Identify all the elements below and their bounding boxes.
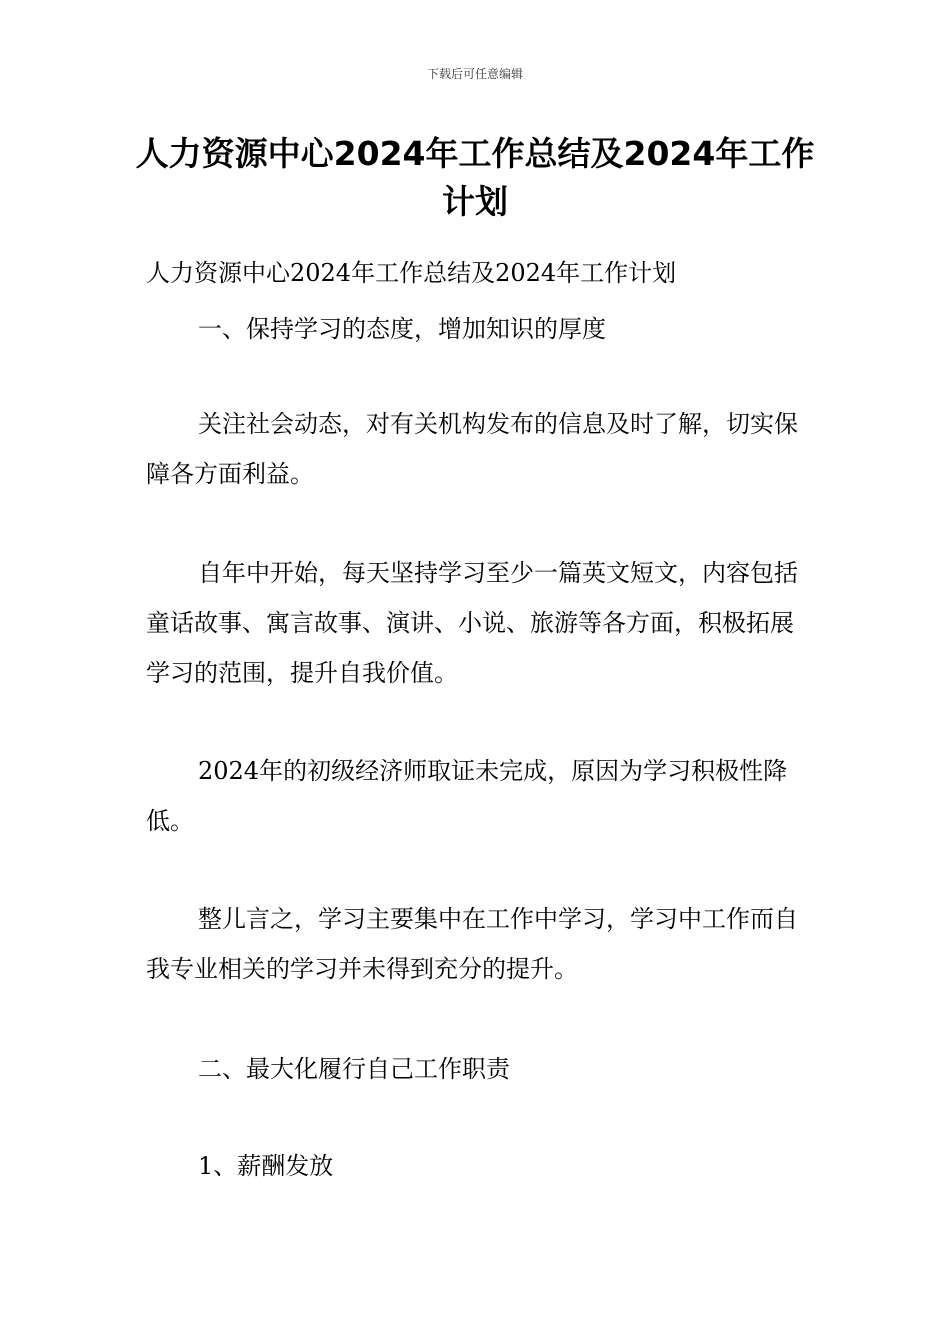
- section-heading-2: 二、最大化履行自己工作职责: [198, 1055, 510, 1083]
- subsection-heading-salary: 1、薪酬发放: [198, 1152, 334, 1180]
- paragraph-social-dynamics: 关注社会动态，对有关机构发布的信息及时了解，切实保障各方面利益。: [146, 410, 798, 488]
- document-subtitle: 人力资源中心2024年工作总结及2024年工作计划: [146, 259, 677, 287]
- paragraph-study-summary: 整儿言之，学习主要集中在工作中学习，学习中工作而自我专业相关的学习并未得到充分的提升。: [146, 905, 798, 983]
- document-title: 人力资源中心2024年工作总结及2024年工作计划: [135, 134, 815, 221]
- page-header-note: 下载后可任意编辑: [426, 67, 523, 81]
- paragraph-economist-certificate: 2024年的初级经济师取证未完成，原因为学习积极性降低。: [146, 757, 788, 835]
- section-heading-1: 一、保持学习的态度，增加知识的厚度: [198, 315, 606, 343]
- paragraph-english-study: 自年中开始，每天坚持学习至少一篇英文短文，内容包括童话故事、寓言故事、演讲、小说、旅游等各方面，积极拓展学习的范围，提升自我价值。: [146, 559, 798, 687]
